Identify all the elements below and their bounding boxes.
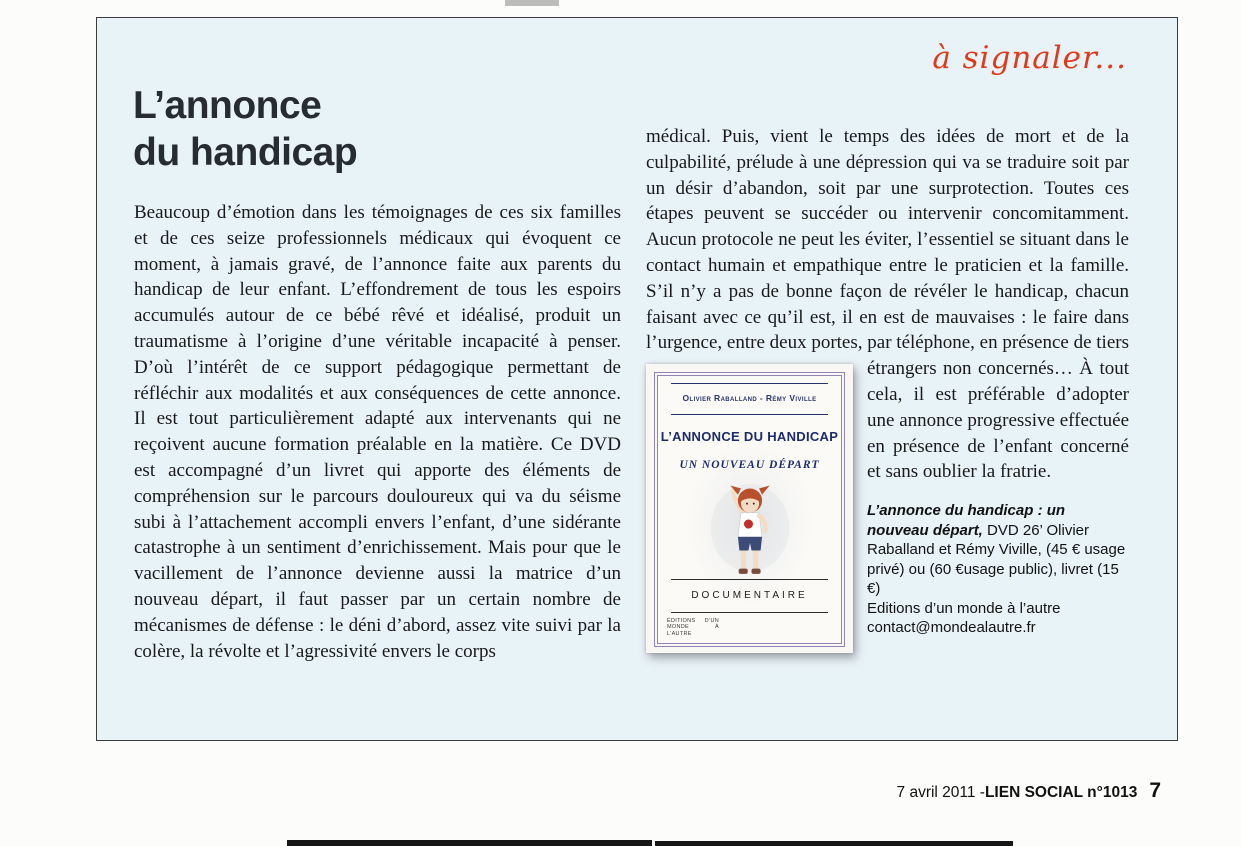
section-flag: à signaler... xyxy=(932,40,1127,76)
dvd-caption-details: DVD 26’ Olivier Raballand et Rémy Viville, (45 € usage privé) ou (60 €usage public), livret (15 €) xyxy=(867,521,1126,598)
article-column-left xyxy=(134,200,621,664)
dvd-publisher-logo: ÉDITIONS D’UN MONDE À L’AUTRE xyxy=(667,617,719,638)
footer-page-number: 7 xyxy=(1149,779,1161,802)
footer-date: 7 avril 2011 - xyxy=(896,784,985,801)
dvd-cover xyxy=(646,364,853,653)
article-text-after-cover: cela, il est préférable d’adopter une annonce progressive effectuée en présence de l’enfant concerné et sans oublier la fratrie. xyxy=(867,383,1129,483)
footer-magazine-name: LIEN SOCIAL n°1013 xyxy=(984,784,1138,801)
dvd-title: L’ANNONCE DU HANDICAP xyxy=(660,428,839,444)
article-title-line1: L’annonce xyxy=(133,84,322,127)
page-footer xyxy=(897,779,1161,803)
dvd-genre-label: DOCUMENTAIRE xyxy=(671,579,828,613)
dvd-caption-email: contact@mondealautre.fr xyxy=(867,619,1036,637)
dvd-subtitle: UN NOUVEAU DÉPART xyxy=(679,458,820,471)
dvd-cover-illustration xyxy=(690,481,810,579)
scan-smudge-top xyxy=(505,0,559,6)
article-text-before-cover: médical. Puis, vient le temps des idées de mort et de la culpabilité, prélude à une dépression qui va se traduire soit par un désir d’abandon, soit par une surprotection. Toutes ces étapes peuvent se succéder ou intervenir concomitamment. Aucun protocole ne peut les éviter, l’essentiel se situant dans le contact humain et empathique entre le praticien et la famille. S’il n’y a pas de bonne façon de révéler le handicap, chacun faisant avec ce qu’il est, il en est de mauvaises : le faire dans l’urgence, entre deux portes, par téléphone, en présence de tiers étrangers non concernés… À tout xyxy=(646,126,1129,380)
article-paragraph-left: Beaucoup d’émotion dans les témoignages de ces six familles et de ces seize professionnels médicaux qui évoquent ce moment, à jamais gravé, de l’annonce faite aux parents du handicap de leur enfant. L’effondrement de tous les espoirs accumulés autour de ce bébé rêvé et idéalisé, produit un traumatisme à l’origine d’une véritable incapacité à penser. D’où l’intérêt de ce support pédagogique permettant de réfléchir aux modalités et aux conséquences de cette annonce. Il est tout particulièrement adapté aux intervenants qui ne reçoivent aucune formation préalable en la matière. Ce DVD est accompagné d’un livret qui apporte des éléments de compréhension sur le parcours douloureux qui va du séisme subi à l’attachement accompli envers l’enfant, d’une sidérante catastrophe à un sentiment d’enrichissement. Mais pour que le vacillement de l’annonce devienne aussi la matrice d’un nouveau départ, il faut passer par un certain nombre de mécanismes de défense : le déni d’abord, assez vite suivi par la colère, la révolte et l’agressivité envers le corps xyxy=(134,202,621,662)
dvd-cover-inner xyxy=(657,375,842,644)
article-title xyxy=(133,82,357,176)
dvd-cover-frame xyxy=(654,372,845,647)
dvd-authors: Olivier Raballand - Rémy Viville xyxy=(671,383,828,415)
dvd-caption-title: L’annonce du handicap : un nouveau départ, xyxy=(867,502,1066,539)
article-title-line2: du handicap xyxy=(133,131,358,174)
dvd-caption-publisher: Editions d’un monde à l’autre xyxy=(867,599,1061,617)
article-column-right xyxy=(646,124,1129,659)
scan-artifact-bar-right xyxy=(655,841,1013,846)
article-page-panel xyxy=(96,17,1178,741)
scan-artifact-bar-left xyxy=(287,840,652,846)
